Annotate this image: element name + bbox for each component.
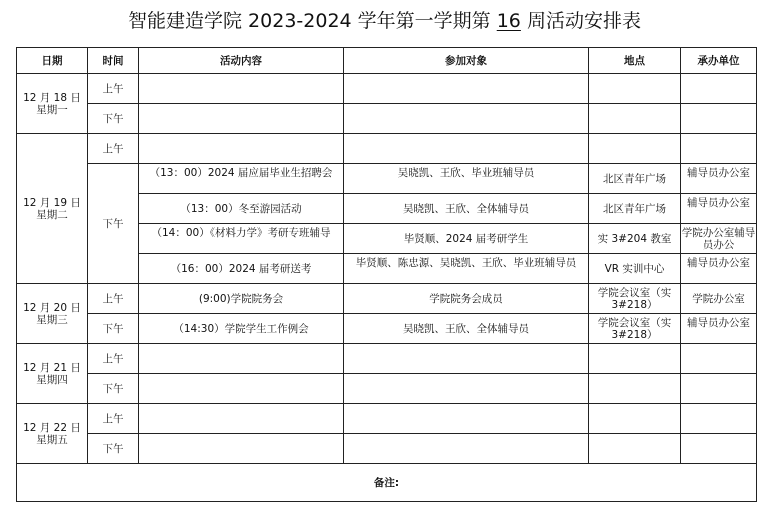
event-location: 北区青年广场 xyxy=(603,202,666,215)
date-cell xyxy=(17,74,88,134)
date-text: 12 月 19 日 xyxy=(23,196,81,209)
event-organizer: 辅导员办公室 xyxy=(687,256,750,269)
weekday-text: 星期二 xyxy=(36,208,68,221)
organizer-cell xyxy=(681,404,757,434)
organizer-cell xyxy=(681,194,757,224)
remark-cell: 备注: xyxy=(17,464,757,502)
organizer-cell xyxy=(681,344,757,374)
participants-cell xyxy=(344,434,589,464)
location-cell xyxy=(589,344,681,374)
participants-cell xyxy=(344,224,589,254)
location-cell xyxy=(589,134,681,164)
participants-cell xyxy=(344,374,589,404)
content-cell xyxy=(139,194,344,224)
event-content: （13：00）冬至游园活动 xyxy=(180,202,302,215)
time-cell: 上午 xyxy=(88,74,139,104)
time-cell: 下午 xyxy=(88,314,139,344)
event-participants: 学院院务会成员 xyxy=(429,292,503,305)
table-row xyxy=(17,74,757,104)
event-location: VR 实训中心 xyxy=(604,262,665,275)
date-cell xyxy=(17,344,88,404)
organizer-cell xyxy=(681,104,757,134)
content-cell xyxy=(139,404,344,434)
time-cell: 下午 xyxy=(88,434,139,464)
weekday-text: 星期一 xyxy=(36,103,68,116)
week-number: 16 xyxy=(496,10,521,32)
table-row xyxy=(17,164,757,194)
header-location: 地点 xyxy=(589,48,681,74)
participants-cell xyxy=(344,314,589,344)
table-row xyxy=(17,104,757,134)
event-organizer: 辅导员办公室 xyxy=(687,316,750,329)
date-text: 12 月 18 日 xyxy=(23,91,81,104)
event-organizer: 辅导员办公室 xyxy=(687,196,750,209)
table-row xyxy=(17,434,757,464)
location-cell xyxy=(589,374,681,404)
weekday-text: 星期四 xyxy=(36,373,68,386)
organizer-cell xyxy=(681,284,757,314)
content-cell xyxy=(139,374,344,404)
participants-cell xyxy=(344,284,589,314)
content-cell xyxy=(139,104,344,134)
table-row xyxy=(17,134,757,164)
event-content: （16：00）2024 届考研送考 xyxy=(170,262,312,275)
organizer-cell xyxy=(681,314,757,344)
location-cell xyxy=(589,74,681,104)
participants-cell xyxy=(344,194,589,224)
table-row xyxy=(17,404,757,434)
content-cell xyxy=(139,344,344,374)
content-cell xyxy=(139,164,344,194)
location-cell xyxy=(589,194,681,224)
remark-row xyxy=(17,464,757,502)
date-text: 12 月 22 日 xyxy=(23,421,81,434)
date-text: 12 月 21 日 xyxy=(23,361,81,374)
event-location: 北区青年广场 xyxy=(603,172,666,185)
location-cell xyxy=(589,284,681,314)
content-cell xyxy=(139,434,344,464)
event-content: （13：00）2024 届应届毕业生招聘会 xyxy=(149,166,333,179)
location-cell xyxy=(589,434,681,464)
participants-cell xyxy=(344,254,589,284)
content-cell xyxy=(139,74,344,104)
weekday-text: 星期五 xyxy=(36,433,68,446)
organizer-cell xyxy=(681,374,757,404)
event-participants: 毕贤顺、陈忠源、吴晓凯、王欣、毕业班辅导员 xyxy=(355,256,577,269)
location-cell xyxy=(589,254,681,284)
header-content: 活动内容 xyxy=(139,48,344,74)
event-location: 学院会议室（实 3#218） xyxy=(597,316,672,341)
organizer-cell xyxy=(681,134,757,164)
location-cell xyxy=(589,314,681,344)
event-participants: 吴晓凯、王欣、全体辅导员 xyxy=(403,202,529,215)
event-organizer: 学院办公室辅导员办公 xyxy=(681,226,756,251)
schedule-table xyxy=(16,47,757,502)
location-cell xyxy=(589,224,681,254)
event-participants: 吴晓凯、王欣、毕业班辅导员 xyxy=(397,166,535,179)
header-organizer: 承办单位 xyxy=(681,48,757,74)
event-location: 学院会议室（实 3#218） xyxy=(597,286,672,311)
title-prefix: 智能建造学院 2023-2024 学年第一学期第 xyxy=(128,10,491,32)
date-cell xyxy=(17,284,88,344)
table-row xyxy=(17,314,757,344)
participants-cell xyxy=(344,344,589,374)
event-location: 实 3#204 教室 xyxy=(597,232,672,245)
time-cell: 上午 xyxy=(88,284,139,314)
time-cell: 下午 xyxy=(88,374,139,404)
content-cell xyxy=(139,134,344,164)
event-participants: 吴晓凯、王欣、全体辅导员 xyxy=(403,322,529,335)
table-row xyxy=(17,344,757,374)
participants-cell xyxy=(344,134,589,164)
weekday-text: 星期三 xyxy=(36,313,68,326)
location-cell xyxy=(589,164,681,194)
table-row xyxy=(17,374,757,404)
content-cell xyxy=(139,284,344,314)
header-time: 时间 xyxy=(88,48,139,74)
time-cell: 下午 xyxy=(88,164,139,284)
event-content: (9:00)学院院务会 xyxy=(198,292,284,305)
time-cell: 下午 xyxy=(88,104,139,134)
organizer-cell xyxy=(681,254,757,284)
date-cell xyxy=(17,404,88,464)
time-cell: 上午 xyxy=(88,404,139,434)
participants-cell xyxy=(344,104,589,134)
location-cell xyxy=(589,404,681,434)
event-content: （14：00）《材料力学》考研专班辅导 xyxy=(151,226,331,239)
participants-cell xyxy=(344,164,589,194)
event-content: （14:30）学院学生工作例会 xyxy=(173,322,309,335)
date-cell xyxy=(17,134,88,284)
location-cell xyxy=(589,104,681,134)
title-suffix: 周活动安排表 xyxy=(526,10,641,32)
content-cell xyxy=(139,224,344,254)
event-participants: 毕贤顺、2024 届考研学生 xyxy=(403,232,529,245)
date-text: 12 月 20 日 xyxy=(23,301,81,314)
header-date: 日期 xyxy=(17,48,88,74)
organizer-cell xyxy=(681,434,757,464)
header-participants: 参加对象 xyxy=(344,48,589,74)
table-row xyxy=(17,284,757,314)
time-cell: 上午 xyxy=(88,134,139,164)
participants-cell xyxy=(344,74,589,104)
event-organizer: 辅导员办公室 xyxy=(687,166,750,179)
header-row xyxy=(17,48,757,74)
content-cell xyxy=(139,254,344,284)
content-cell xyxy=(139,314,344,344)
page-title xyxy=(0,8,769,34)
participants-cell xyxy=(344,404,589,434)
organizer-cell xyxy=(681,224,757,254)
time-cell: 上午 xyxy=(88,344,139,374)
organizer-cell xyxy=(681,74,757,104)
organizer-cell xyxy=(681,164,757,194)
event-organizer: 学院办公室 xyxy=(692,292,745,305)
